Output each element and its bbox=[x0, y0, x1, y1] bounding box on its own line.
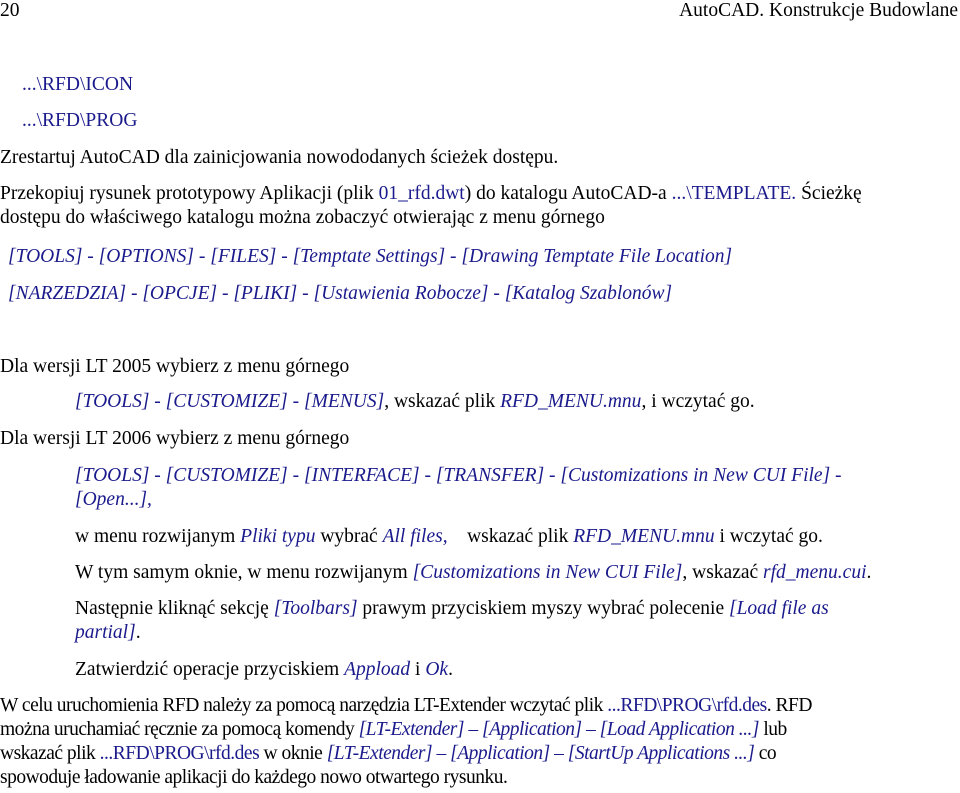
step4-c: i bbox=[410, 659, 426, 680]
step3-load-file: [Load file as bbox=[729, 598, 829, 619]
final-l2a: można uruchamiać ręcznie za pomocą komendy bbox=[0, 719, 359, 740]
final-line2 bbox=[0, 719, 787, 741]
path-prog: ...\RFD\PROG bbox=[22, 110, 138, 131]
final-line4: spowoduje ładowanie aplikacji do każdego nowo otwartego rysunku. bbox=[0, 767, 508, 788]
step1-c: wybrać bbox=[315, 526, 383, 547]
step3-f: . bbox=[135, 622, 141, 643]
final-l3c: w oknie bbox=[259, 743, 327, 764]
lt2006-step4 bbox=[75, 659, 453, 681]
final-l1a: W celu uruchomienia RFD należy za pomocą narzędzia LT-Extender wczytać plik bbox=[0, 695, 608, 716]
path-icon: ...\RFD\ICON bbox=[22, 74, 134, 95]
restart-paragraph: Zrestartuj AutoCAD dla zainicjowania nowododanych ścieżek dostępu. bbox=[0, 147, 559, 168]
lt2006-step2 bbox=[75, 562, 871, 584]
step4-ok: Ok bbox=[425, 659, 449, 680]
template-filename: 01_rfd.dwt bbox=[378, 183, 465, 204]
step3-c: prawym przyciskiem myszy wybrać polecenie bbox=[357, 598, 729, 619]
step4-appload: Appload bbox=[344, 659, 411, 680]
lt2005-mid: , wskazać plik bbox=[384, 391, 501, 412]
step2-cui-file: rfd_menu.cui bbox=[763, 562, 867, 583]
step3-toolbars: [Toolbars] bbox=[273, 598, 358, 619]
final-load-app-cmd: [LT-Extender] – [Application] – [Load Application ...] bbox=[358, 719, 759, 740]
lt2006-intro: Dla wersji LT 2006 wybierz z menu górnego bbox=[0, 428, 350, 449]
lt2006-step3-line1 bbox=[75, 598, 829, 620]
lt2006-menu-line1: [TOOLS] - [CUSTOMIZE] - [INTERFACE] - [TRANSFER] - [Customizations in New CUI File] - bbox=[75, 465, 842, 486]
final-l3e: co bbox=[754, 743, 777, 764]
step3-partial: partial] bbox=[75, 622, 136, 643]
final-l3a: wskazać plik bbox=[0, 743, 100, 764]
step1-g: i wczytać go. bbox=[714, 526, 823, 547]
page-number: 20 bbox=[0, 0, 20, 21]
lt2005-menu-path: [TOOLS] - [CUSTOMIZE] - [MENUS] bbox=[75, 391, 385, 412]
step1-all-files: All files, bbox=[382, 526, 448, 547]
menu-path-english: [TOOLS] - [OPTIONS] - [FILES] - [Temptate Settings] - [Drawing Temptate File Location] bbox=[8, 246, 733, 267]
step1-e: wskazać plik bbox=[447, 526, 574, 547]
lt2005-menu-line bbox=[75, 391, 755, 413]
copy-template-line bbox=[0, 183, 862, 205]
final-line3 bbox=[0, 743, 776, 765]
final-startup-cmd: [LT-Extender] – [Application] – [StartUp Applications ...] bbox=[326, 743, 755, 764]
copy-text-c: Ścieżkę bbox=[796, 183, 862, 204]
step3-a: Następnie kliknąć sekcję bbox=[75, 598, 274, 619]
step1-files-of-type: Pliki typu bbox=[240, 526, 316, 547]
step2-a: W tym samym oknie, w menu rozwijanym bbox=[75, 562, 413, 583]
copy-text-b: ) do katalogu AutoCAD-a bbox=[464, 183, 672, 204]
lt2005-end: , i wczytać go. bbox=[641, 391, 755, 412]
lt2006-step3-line2 bbox=[75, 622, 141, 644]
lt2006-step1 bbox=[75, 526, 823, 548]
step2-c: , wskazać bbox=[682, 562, 764, 583]
final-des-path1: ...RFD\PROG\rfd.des bbox=[607, 695, 767, 716]
step2-cui-menu: [Customizations in New CUI File] bbox=[412, 562, 683, 583]
template-dir: ...\TEMPLATE. bbox=[671, 183, 797, 204]
copy-text-a: Przekopiuj rysunek prototypowy Aplikacji (plik bbox=[0, 183, 379, 204]
access-path-line: dostępu do właściwego katalogu można zobaczyć otwierając z menu górnego bbox=[0, 207, 605, 228]
step1-a: w menu rozwijanym bbox=[75, 526, 241, 547]
step1-file: RFD_MENU.mnu bbox=[573, 526, 715, 547]
final-line1 bbox=[0, 695, 812, 717]
step4-e: . bbox=[448, 659, 453, 680]
final-l2c: lub bbox=[758, 719, 787, 740]
lt2005-file: RFD_MENU.mnu bbox=[500, 391, 642, 412]
step4-a: Zatwierdzić operacje przyciskiem bbox=[75, 659, 345, 680]
lt2005-intro: Dla wersji LT 2005 wybierz z menu górnego bbox=[0, 356, 350, 377]
step2-e: . bbox=[866, 562, 872, 583]
final-l1c: . RFD bbox=[766, 695, 812, 716]
book-title: AutoCAD. Konstrukcje Budowlane bbox=[679, 0, 958, 21]
final-des-path2: ...RFD\PROG\rfd.des bbox=[99, 743, 260, 764]
lt2006-menu-line2: [Open...], bbox=[75, 489, 152, 510]
menu-path-polish: [NARZEDZIA] - [OPCJE] - [PLIKI] - [Ustawienia Robocze] - [Katalog Szablonów] bbox=[8, 283, 673, 304]
